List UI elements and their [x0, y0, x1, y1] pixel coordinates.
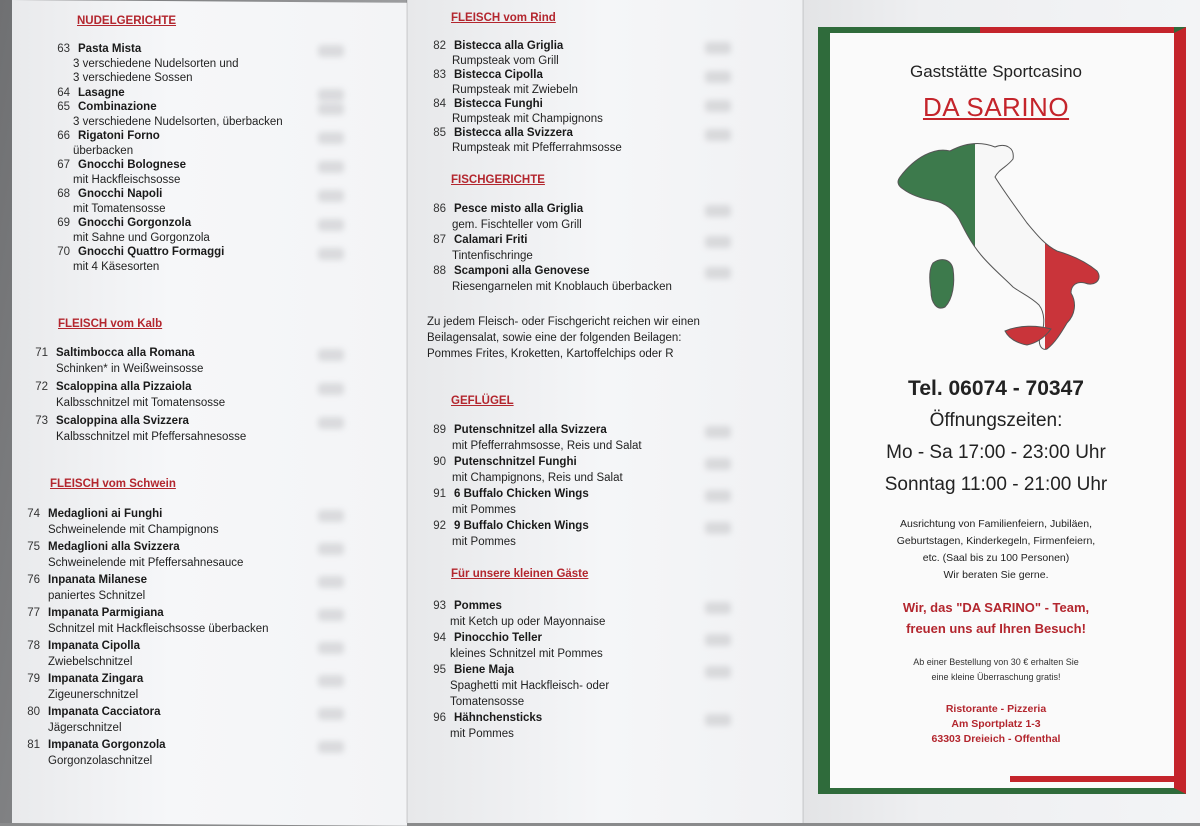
item-description: kleines Schnitzel mit Pommes: [450, 648, 603, 660]
item-number: 88: [433, 265, 446, 277]
item-number: 92: [433, 520, 446, 532]
menu-item: [48, 217, 191, 229]
item-name: Impanata Cacciatora: [48, 706, 161, 718]
item-number: 64: [57, 86, 70, 99]
item-description: 3 verschiedene Sossen: [73, 72, 193, 84]
menu-item: [48, 246, 224, 258]
menu-item: [424, 520, 589, 532]
item-name: Bistecca Cipolla: [454, 69, 543, 81]
address-line: 63303 Dreieich - Offenthal: [931, 733, 1061, 745]
item-description: Schweinelende mit Champignons: [48, 524, 219, 536]
events-line: Ausrichtung von Familienfeiern, Jubiläen,: [899, 518, 1093, 530]
price-blurred: [705, 205, 731, 217]
item-number: 75: [27, 541, 40, 553]
item-name: 6 Buffalo Chicken Wings: [454, 488, 589, 500]
item-description: Kalbsschnitzel mit Pfeffersahnesosse: [56, 431, 247, 443]
item-description: Zigeunerschnitzel: [48, 689, 139, 701]
item-name: Bistecca alla Griglia: [454, 40, 564, 52]
price-blurred: [705, 602, 731, 614]
item-description: mit Pommes: [452, 503, 516, 516]
gift-line: eine kleine Überraschung gratis!: [931, 672, 1061, 682]
item-description: Zwiebelschnitzel: [48, 656, 133, 668]
item-description: mit 4 Käsesorten: [73, 260, 160, 273]
price-blurred: [318, 675, 344, 687]
item-name: Pommes: [454, 600, 502, 612]
item-name: Impanata Gorgonzola: [48, 739, 166, 751]
item-description: Jägerschnitzel: [48, 722, 122, 734]
events-line: Wir beraten Sie gerne.: [943, 569, 1049, 581]
item-description: Tomatensosse: [450, 696, 525, 708]
menu-item: [48, 101, 157, 113]
item-description: paniertes Schnitzel: [48, 590, 146, 602]
fold-line: [406, 0, 408, 823]
price-blurred: [705, 71, 731, 83]
item-name: Gnocchi Gorgonzola: [78, 217, 192, 229]
menu-item: [18, 673, 143, 685]
gift-line: Ab einer Bestellung von 30 € erhalten Sie: [913, 657, 1079, 667]
price-blurred: [318, 543, 344, 555]
item-name: Impanata Parmigiana: [48, 607, 164, 619]
phone-number: Tel. 06074 - 70347: [908, 377, 1084, 400]
section-title: NUDELGERICHTE: [77, 15, 177, 27]
menu-item: [18, 508, 162, 520]
item-description: Spaghetti mit Hackfleisch- oder: [450, 680, 610, 692]
events-info: [830, 516, 1162, 584]
menu-item: [424, 40, 563, 52]
item-number: 93: [433, 600, 446, 612]
item-description: mit Sahne und Gorgonzola: [73, 231, 210, 244]
price-blurred: [705, 42, 731, 54]
item-description: mit Tomatensosse: [73, 202, 166, 215]
item-number: 68: [57, 188, 70, 200]
item-description: mit Hackfleischsosse: [73, 173, 181, 186]
section-title: GEFLÜGEL: [451, 395, 514, 407]
item-number: 67: [57, 159, 70, 171]
team-line: freuen uns auf Ihren Besuch!: [906, 621, 1086, 636]
item-description: gem. Fischteller vom Grill: [452, 218, 582, 231]
price-blurred: [705, 100, 731, 112]
menu-item: [424, 488, 589, 500]
item-description: Kalbsschnitzel mit Tomatensosse: [56, 397, 226, 409]
item-description: 3 verschiedene Nudelsorten, überbacken: [73, 115, 283, 128]
menu-item: [48, 130, 160, 142]
item-description: Schinken* in Weißweinsosse: [56, 363, 204, 375]
item-name: Pasta Mista: [78, 43, 142, 55]
item-description: Rumpsteak mit Pfefferrahmsosse: [452, 141, 622, 154]
item-description: mit Ketch up oder Mayonnaise: [450, 616, 606, 628]
price-blurred: [318, 248, 344, 260]
item-description: Schnitzel mit Hackfleischsosse überbacken: [48, 623, 269, 635]
menu-item: [424, 712, 542, 724]
price-blurred: [318, 417, 344, 429]
menu-item: [424, 600, 502, 612]
item-number: 70: [57, 246, 70, 258]
fold-line: [802, 0, 804, 823]
item-description: mit Pommes: [450, 728, 514, 740]
menu-item: [26, 347, 195, 359]
price-blurred: [318, 349, 344, 361]
price-blurred: [318, 190, 344, 202]
gift-note: [830, 655, 1162, 685]
menu-item: [48, 159, 186, 171]
item-number: 73: [35, 415, 48, 427]
price-blurred: [318, 642, 344, 654]
menu-item: [424, 203, 583, 215]
item-name: Medaglioni alla Svizzera: [48, 541, 180, 553]
address-line: Ristorante - Pizzeria: [945, 703, 1047, 715]
price-blurred: [318, 45, 344, 57]
item-name: Combinazione: [78, 101, 157, 113]
menu-item: [18, 739, 166, 751]
item-number: 65: [57, 101, 70, 113]
menu-item: [48, 43, 141, 55]
item-number: 91: [433, 488, 446, 500]
item-name: Scamponi alla Genovese: [454, 265, 590, 277]
restaurant-subtitle: Gaststätte Sportcasino: [910, 62, 1082, 81]
item-name: Pesce misto alla Griglia: [454, 203, 584, 215]
price-blurred: [705, 426, 731, 438]
menu-item: [424, 265, 590, 277]
item-name: Gnocchi Bolognese: [78, 159, 186, 171]
item-name: Lasagne: [78, 86, 125, 99]
item-description: Schweinelende mit Pfeffersahnesauce: [48, 557, 244, 569]
item-number: 77: [27, 607, 40, 619]
price-blurred: [318, 383, 344, 395]
item-name: Calamari Friti: [454, 234, 528, 246]
address-line: Am Sportplatz 1-3: [951, 718, 1041, 730]
item-description: Rumpsteak mit Champignons: [452, 112, 603, 125]
note-line: Beilagensalat, sowie eine der folgenden Beilagen:: [427, 332, 682, 344]
item-description: Riesengarnelen mit Knoblauch überbacken: [452, 280, 672, 293]
item-name: Putenschnitzel Funghi: [454, 456, 577, 468]
price-blurred: [318, 510, 344, 522]
section-title: FLEISCH vom Schwein: [50, 478, 176, 490]
item-name: Gnocchi Napoli: [78, 188, 163, 200]
menu-item: [18, 706, 161, 718]
side-dish-note: [427, 314, 700, 362]
item-number: 74: [27, 508, 40, 520]
item-number: 66: [57, 130, 70, 142]
item-number: 82: [433, 40, 446, 52]
item-name: Rigatoni Forno: [78, 130, 160, 142]
menu-item: [18, 640, 140, 652]
item-number: 89: [433, 424, 446, 436]
hours-weekday: Mo - Sa 17:00 - 23:00 Uhr: [886, 442, 1106, 463]
hours-heading: Öffnungszeiten:: [929, 410, 1063, 431]
menu-item: [48, 87, 125, 99]
item-number: 63: [57, 43, 70, 55]
item-name: Saltimbocca alla Romana: [56, 347, 195, 359]
menu-item: [18, 574, 147, 586]
item-description: mit Pommes: [452, 535, 516, 548]
menu-item: [424, 664, 514, 676]
item-number: 94: [433, 632, 446, 644]
price-blurred: [705, 267, 731, 279]
item-number: 78: [27, 640, 40, 652]
item-description: mit Pfefferrahmsosse, Reis und Salat: [452, 439, 642, 452]
item-number: 72: [35, 381, 48, 393]
menu-item: [18, 541, 180, 553]
menu-item: [424, 127, 573, 139]
item-name: 9 Buffalo Chicken Wings: [454, 520, 589, 532]
price-blurred: [705, 490, 731, 502]
item-name: Scaloppina alla Pizzaiola: [56, 381, 192, 393]
menu-item: [424, 632, 542, 644]
item-number: 87: [433, 234, 446, 246]
item-number: 86: [433, 203, 446, 215]
item-description: mit Champignons, Reis und Salat: [452, 471, 623, 484]
item-name: Bistecca Funghi: [454, 98, 543, 110]
team-line: Wir, das "DA SARINO" - Team,: [902, 600, 1090, 615]
italy-map-flag-icon: [895, 137, 1107, 355]
item-number: 71: [35, 347, 48, 359]
price-blurred: [318, 609, 344, 621]
item-name: Medaglioni ai Funghi: [48, 508, 163, 520]
item-name: Putenschnitzel alla Svizzera: [454, 424, 607, 436]
item-number: 84: [433, 98, 446, 110]
hours-sunday: Sonntag 11:00 - 21:00 Uhr: [884, 474, 1108, 495]
menu-item: [26, 415, 189, 427]
address-block: [830, 702, 1162, 747]
item-name: Pinocchio Teller: [454, 632, 542, 644]
cover-frame-red-top: [980, 27, 1174, 33]
item-description: Rumpsteak mit Zwiebeln: [452, 83, 578, 96]
item-number: 83: [433, 69, 446, 81]
price-blurred: [318, 132, 344, 144]
restaurant-title: DA SARINO: [922, 92, 1070, 122]
item-number: 80: [27, 706, 40, 718]
item-number: 81: [27, 739, 40, 751]
item-number: 96: [433, 712, 446, 724]
item-description: Tintenfischringe: [452, 249, 533, 262]
item-name: Inpanata Milanese: [48, 574, 148, 586]
menu-item: [424, 424, 607, 436]
item-description: 3 verschiedene Nudelsorten und: [73, 57, 239, 70]
team-greeting: [830, 597, 1162, 639]
menu-item: [48, 188, 162, 200]
price-blurred: [705, 129, 731, 141]
note-line: Zu jedem Fleisch- oder Fischgericht reichen wir einen: [427, 316, 700, 328]
item-name: Impanata Cipolla: [48, 640, 141, 652]
price-blurred: [318, 103, 344, 115]
item-description: Rumpsteak vom Grill: [452, 54, 559, 67]
cover-frame-red-bottom: [1010, 776, 1174, 782]
item-name: Gnocchi Quattro Formaggi: [78, 246, 225, 258]
note-line: Pommes Frites, Kroketten, Kartoffelchips oder R: [427, 348, 674, 360]
price-blurred: [318, 576, 344, 588]
price-blurred: [705, 666, 731, 678]
item-number: 95: [433, 664, 446, 676]
price-blurred: [705, 522, 731, 534]
item-name: Biene Maja: [454, 664, 515, 676]
menu-item: [424, 456, 577, 468]
menu-item: [424, 69, 543, 81]
menu-item: [18, 607, 164, 619]
item-number: 69: [57, 217, 70, 229]
price-blurred: [318, 89, 344, 101]
price-blurred: [318, 708, 344, 720]
section-title: FLEISCH vom Kalb: [58, 318, 163, 330]
item-number: 79: [27, 673, 40, 685]
item-name: Scaloppina alla Svizzera: [56, 415, 189, 427]
events-line: etc. (Saal bis zu 100 Personen): [922, 552, 1070, 564]
menu-item: [424, 234, 528, 246]
section-title: FLEISCH vom Rind: [451, 12, 556, 24]
price-blurred: [318, 219, 344, 231]
item-description: Gorgonzolaschnitzel: [48, 755, 153, 767]
menu-item: [26, 381, 192, 393]
item-description: überbacken: [73, 144, 134, 157]
item-number: 76: [27, 574, 40, 586]
item-number: 85: [433, 127, 446, 139]
price-blurred: [705, 714, 731, 726]
price-blurred: [318, 741, 344, 753]
item-name: Bistecca alla Svizzera: [454, 127, 573, 139]
item-name: Impanata Zingara: [48, 673, 144, 685]
item-name: Hähnchensticks: [454, 712, 543, 724]
price-blurred: [705, 634, 731, 646]
price-blurred: [318, 161, 344, 173]
section-title: Für unsere kleinen Gäste: [451, 568, 589, 580]
item-number: 90: [433, 456, 446, 468]
section-title: FISCHGERICHTE: [451, 174, 545, 186]
price-blurred: [705, 458, 731, 470]
menu-item: [424, 98, 543, 110]
price-blurred: [705, 236, 731, 248]
events-line: Geburtstagen, Kinderkegeln, Firmenfeiern,: [896, 535, 1096, 547]
